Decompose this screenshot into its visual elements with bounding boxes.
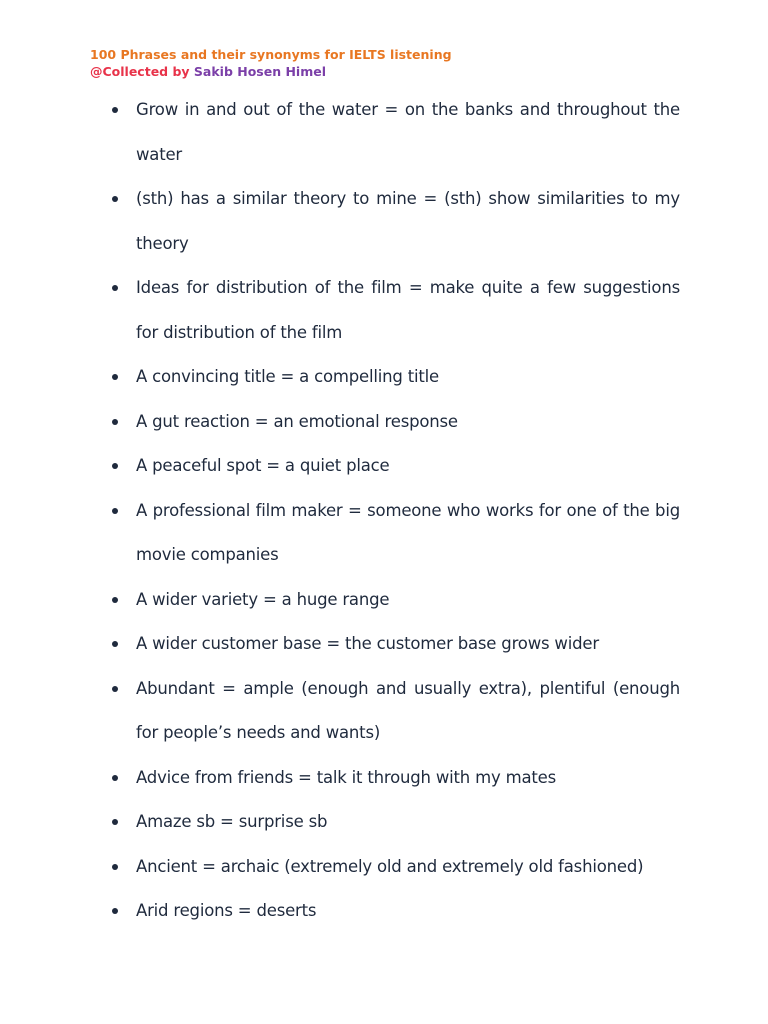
phrase-text: Arid regions = deserts bbox=[136, 901, 317, 920]
phrase-text: A convincing title = a compelling title bbox=[136, 367, 439, 386]
phrase-text: Abundant = ample (enough and usually extra), plentiful (enough for people’s needs and wants) bbox=[136, 678, 680, 742]
list-item bbox=[108, 177, 680, 266]
bullet-icon bbox=[112, 597, 118, 603]
phrase-text: A wider variety = a huge range bbox=[136, 589, 390, 609]
bullet-icon bbox=[112, 641, 118, 647]
list-item bbox=[108, 845, 680, 890]
list-item bbox=[108, 355, 680, 400]
list-item bbox=[108, 489, 680, 578]
bullet-icon bbox=[112, 819, 118, 825]
list-item bbox=[108, 400, 680, 445]
credit-line bbox=[90, 63, 690, 80]
bullet-icon bbox=[112, 107, 118, 113]
phrase-text: A professional film maker = someone who works for one of the big movie companies bbox=[136, 500, 680, 564]
list-item bbox=[108, 266, 680, 355]
bullet-icon bbox=[112, 775, 118, 781]
list-item bbox=[108, 444, 680, 489]
phrase-text: Amaze sb = surprise sb bbox=[136, 812, 328, 831]
list-item bbox=[108, 756, 680, 801]
phrase-text: A gut reaction = an emotional response bbox=[136, 411, 458, 431]
document-header bbox=[90, 46, 690, 80]
document-title: 100 Phrases and their synonyms for IELTS listening bbox=[90, 47, 452, 62]
bullet-icon bbox=[112, 686, 118, 692]
phrase-list bbox=[108, 88, 680, 934]
bullet-icon bbox=[112, 285, 118, 291]
list-item bbox=[108, 667, 680, 756]
phrase-text: Ideas for distribution of the film = make quite a few suggestions for distribution of the film bbox=[136, 278, 680, 342]
list-item bbox=[108, 622, 680, 667]
phrase-text: Ancient = archaic (extremely old and extremely old fashioned) bbox=[136, 856, 644, 876]
phrase-text: A wider customer base = the customer base grows wider bbox=[136, 634, 599, 653]
author-name: Sakib Hosen Himel bbox=[193, 64, 327, 79]
list-item bbox=[108, 88, 680, 177]
bullet-icon bbox=[112, 864, 118, 870]
phrase-text: A peaceful spot = a quiet place bbox=[136, 456, 390, 475]
bullet-icon bbox=[112, 908, 118, 914]
bullet-icon bbox=[112, 463, 118, 469]
list-item bbox=[108, 578, 680, 623]
bullet-icon bbox=[112, 196, 118, 202]
phrase-text: Grow in and out of the water = on the banks and throughout the water bbox=[136, 100, 680, 164]
list-item bbox=[108, 800, 680, 845]
phrase-text: (sth) has a similar theory to mine = (sth) show similarities to my theory bbox=[136, 189, 680, 253]
phrase-text: Advice from friends = talk it through with my mates bbox=[136, 767, 556, 787]
bullet-icon bbox=[112, 508, 118, 514]
list-item bbox=[108, 889, 680, 934]
credit-lead: @Collected by bbox=[90, 64, 194, 79]
bullet-icon bbox=[112, 419, 118, 425]
bullet-icon bbox=[112, 374, 118, 380]
